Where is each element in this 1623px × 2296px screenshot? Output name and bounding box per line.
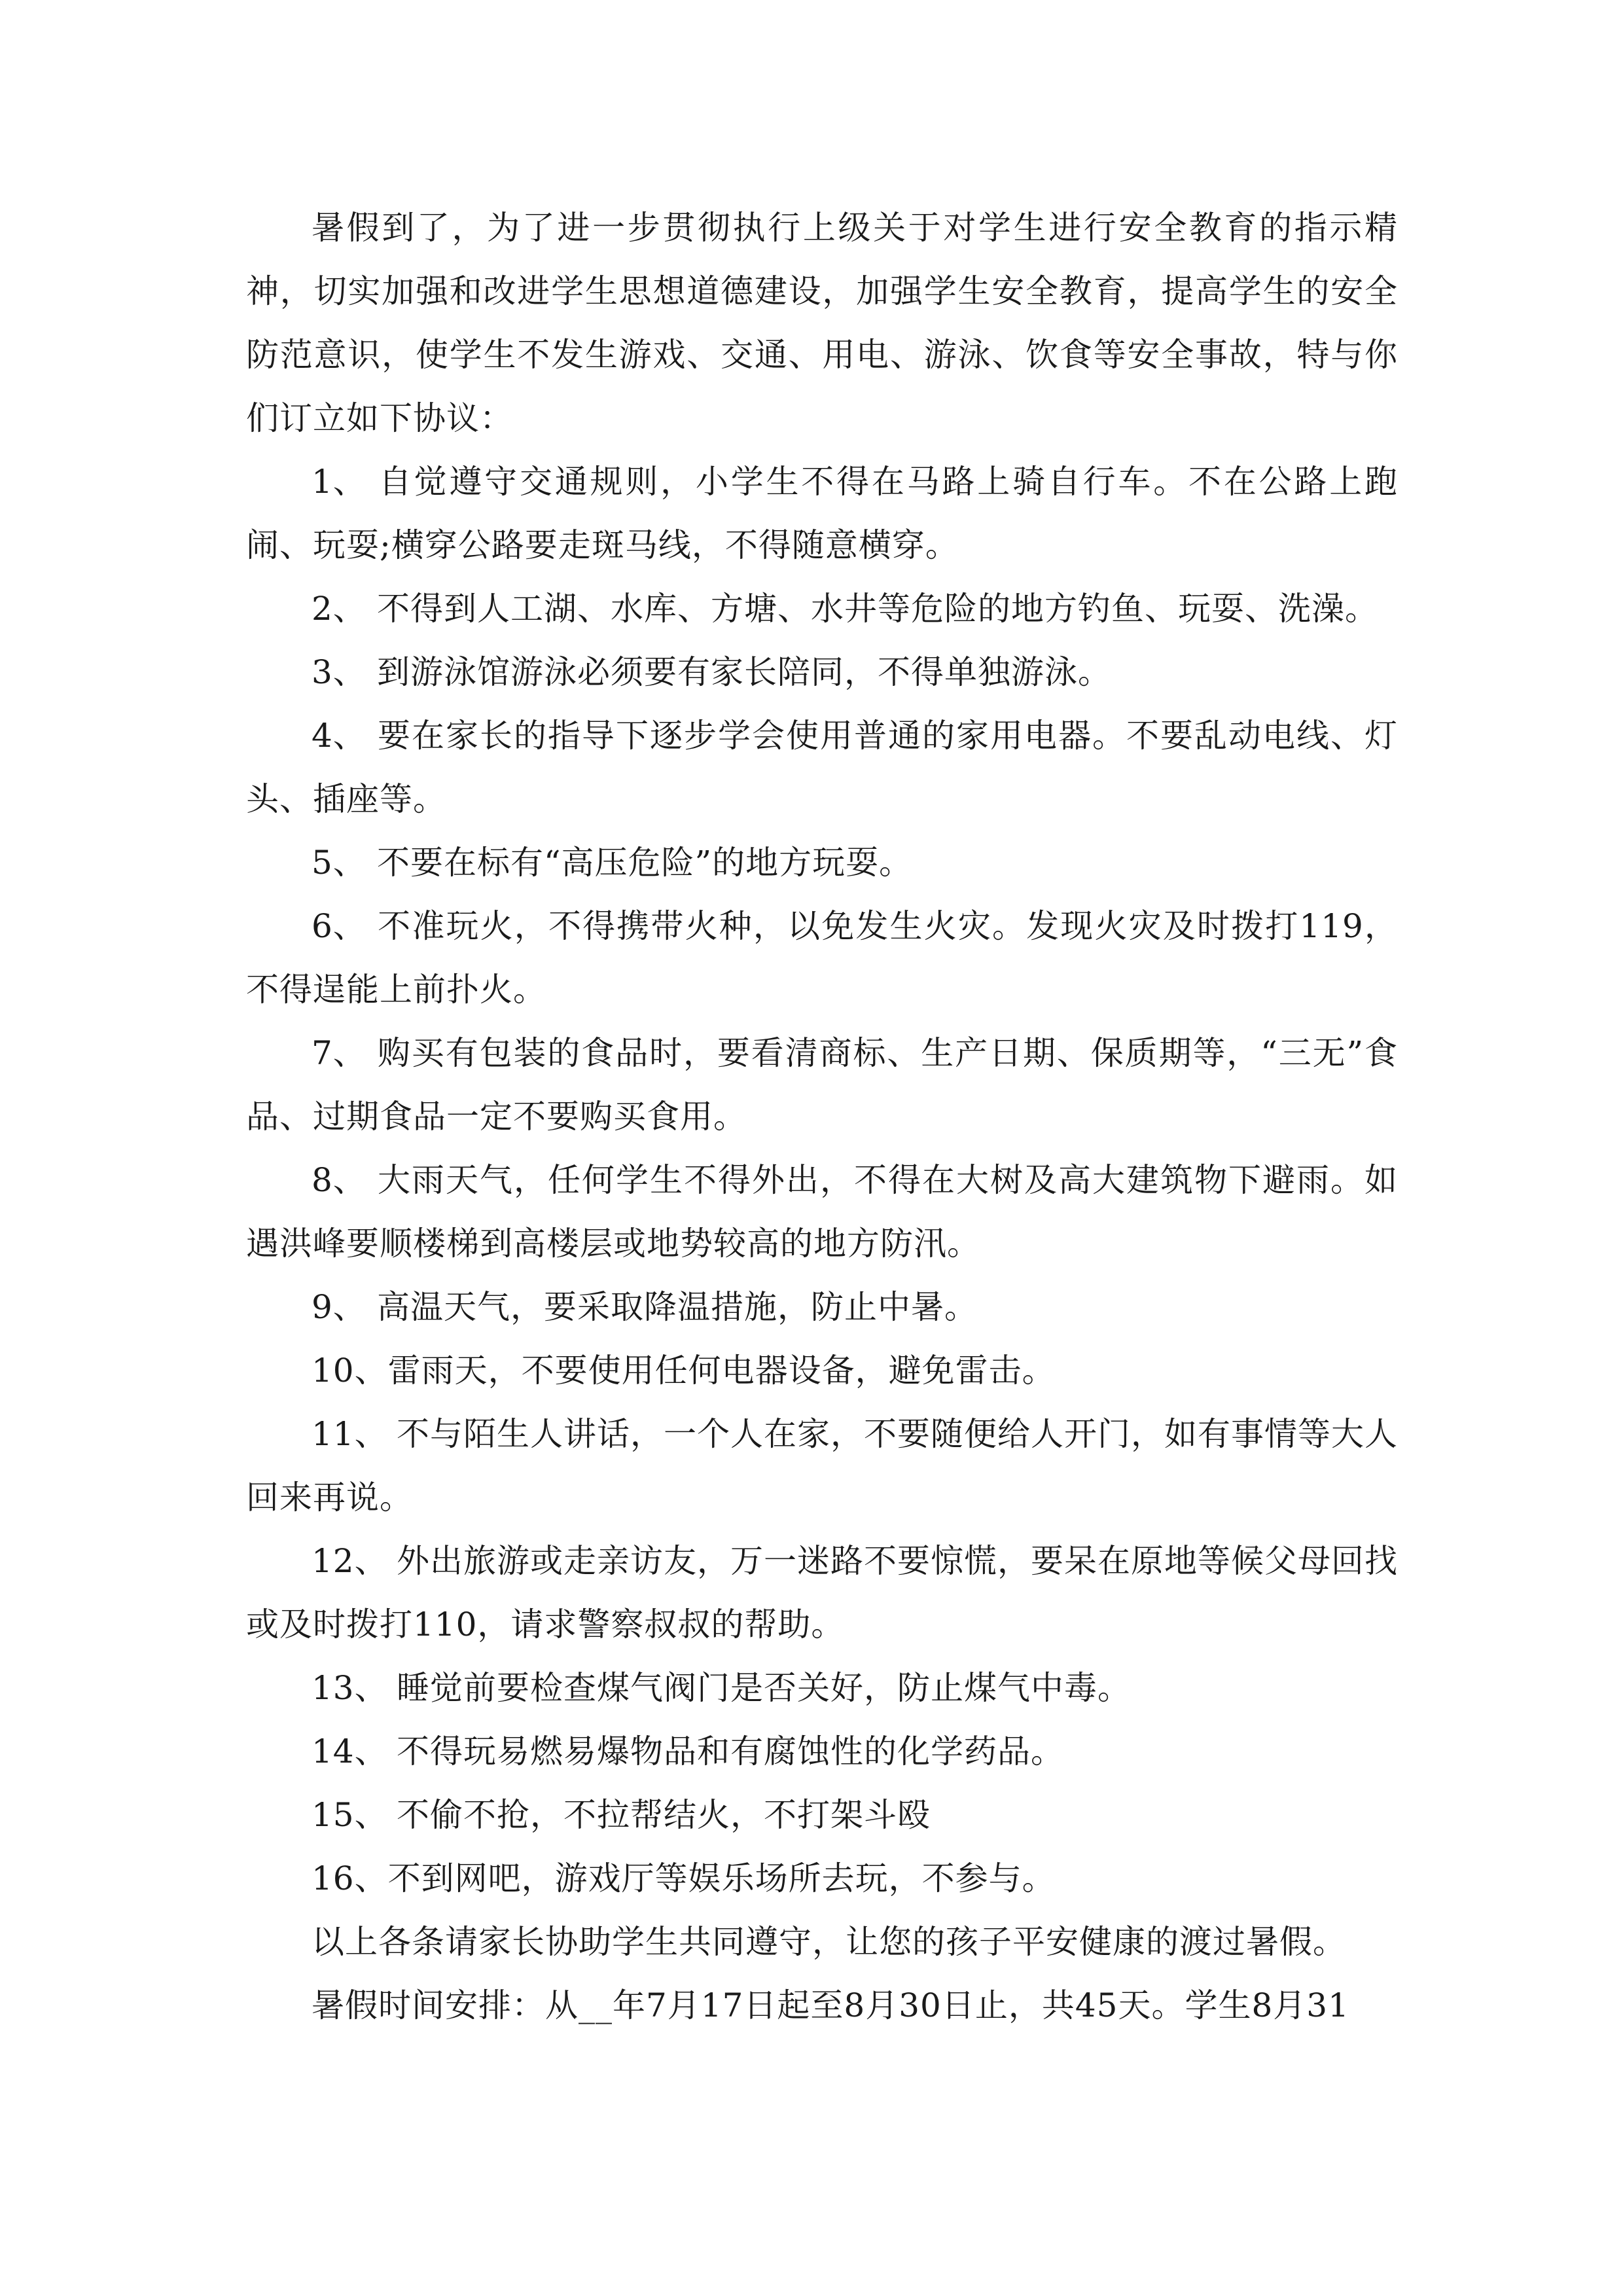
list-item-5	[246, 831, 1398, 895]
item-number: 1、	[312, 463, 366, 501]
item-text: 不要在标有“高压危险”的地方玩耍。	[377, 844, 913, 882]
item-text: 不到网吧，游戏厅等娱乐场所去玩，不参与。	[387, 1859, 1056, 1897]
schedule-paragraph: 暑假时间安排：从__年7月17日起至8月30日止，共45天。学生8月31	[312, 1986, 1349, 2024]
closing-paragraph: 以上各条请家长协助学生共同遵守，让您的孩子平安健康的渡过暑假。	[312, 1923, 1346, 1961]
item-text: 雷雨天，不要使用任何电器设备，避免雷击。	[387, 1352, 1056, 1390]
item-text: 购买有包装的食品时，要看清商标、生产日期、保质期等，“三无”食品、过期食品一定不要购买食用。	[246, 1034, 1398, 1136]
list-item-15	[246, 1784, 1398, 1847]
item-text: 不得玩易燃易爆物品和有腐蚀性的化学药品。	[397, 1732, 1064, 1770]
list-item-8	[246, 1149, 1398, 1276]
item-text: 不偷不抢，不拉帮结火，不打架斗殴	[397, 1796, 931, 1834]
item-number: 6、	[312, 907, 366, 945]
list-item-13	[246, 1657, 1398, 1720]
list-item-2	[246, 577, 1398, 641]
item-number: 8、	[312, 1161, 366, 1199]
list-item-11	[246, 1403, 1398, 1530]
item-number: 9、	[312, 1288, 366, 1326]
item-text: 高温天气，要采取降温措施，防止中暑。	[377, 1288, 978, 1326]
item-number: 7、	[312, 1034, 366, 1072]
item-number: 16、	[312, 1859, 388, 1897]
intro-paragraph: 暑假到了，为了进一步贯彻执行上级关于对学生进行安全教育的指示精神，切实加强和改进学生思想道德建设，加强学生安全教育，提高学生的安全防范意识，使学生不发生游戏、交通、用电、游泳、饮食等安全事故，特与你们订立如下协议：	[246, 209, 1398, 437]
list-item-7	[246, 1022, 1398, 1149]
list-item-10	[246, 1339, 1398, 1403]
item-number: 11、	[312, 1415, 388, 1453]
item-text: 到游泳馆游泳必须要有家长陪同，不得单独游泳。	[377, 653, 1111, 691]
item-text: 不与陌生人讲话，一个人在家，不要随便给人开门，如有事情等大人回来再说。	[246, 1415, 1398, 1516]
item-text: 自觉遵守交通规则，小学生不得在马路上骑自行车。不在公路上跑闹、玩耍;横穿公路要走斑马线，不得随意横穿。	[246, 463, 1398, 564]
item-text: 睡觉前要检查煤气阀门是否关好，防止煤气中毒。	[397, 1669, 1131, 1707]
item-text: 大雨天气，任何学生不得外出，不得在大树及高大建筑物下避雨。如遇洪峰要顺楼梯到高楼层或地势较高的地方防汛。	[246, 1161, 1398, 1263]
item-number: 2、	[312, 590, 366, 628]
list-item-6	[246, 895, 1398, 1022]
item-number: 12、	[312, 1542, 388, 1580]
list-item-3	[246, 641, 1398, 704]
item-number: 15、	[312, 1796, 388, 1834]
item-text: 外出旅游或走亲访友，万一迷路不要惊慌，要呆在原地等候父母回找或及时拨打110，请求警察叔叔的帮助。	[246, 1542, 1398, 1643]
list-item-1	[246, 450, 1398, 577]
list-item-9	[246, 1276, 1398, 1339]
item-number: 14、	[312, 1732, 388, 1770]
item-text: 不准玩火，不得携带火种，以免发生火灾。发现火灾及时拨打119，不得逞能上前扑火。	[246, 907, 1398, 1009]
list-item-16	[246, 1847, 1398, 1910]
list-item-12	[246, 1530, 1398, 1657]
document-body	[246, 196, 1398, 2037]
item-number: 13、	[312, 1669, 388, 1707]
list-item-4	[246, 704, 1398, 831]
item-number: 4、	[312, 717, 366, 755]
item-text: 要在家长的指导下逐步学会使用普通的家用电器。不要乱动电线、灯头、插座等。	[246, 717, 1398, 818]
item-number: 5、	[312, 844, 366, 882]
item-number: 3、	[312, 653, 366, 691]
item-number: 10、	[312, 1352, 388, 1390]
item-text: 不得到人工湖、水库、方塘、水井等危险的地方钓鱼、玩耍、洗澡。	[377, 590, 1378, 628]
list-item-14	[246, 1720, 1398, 1784]
